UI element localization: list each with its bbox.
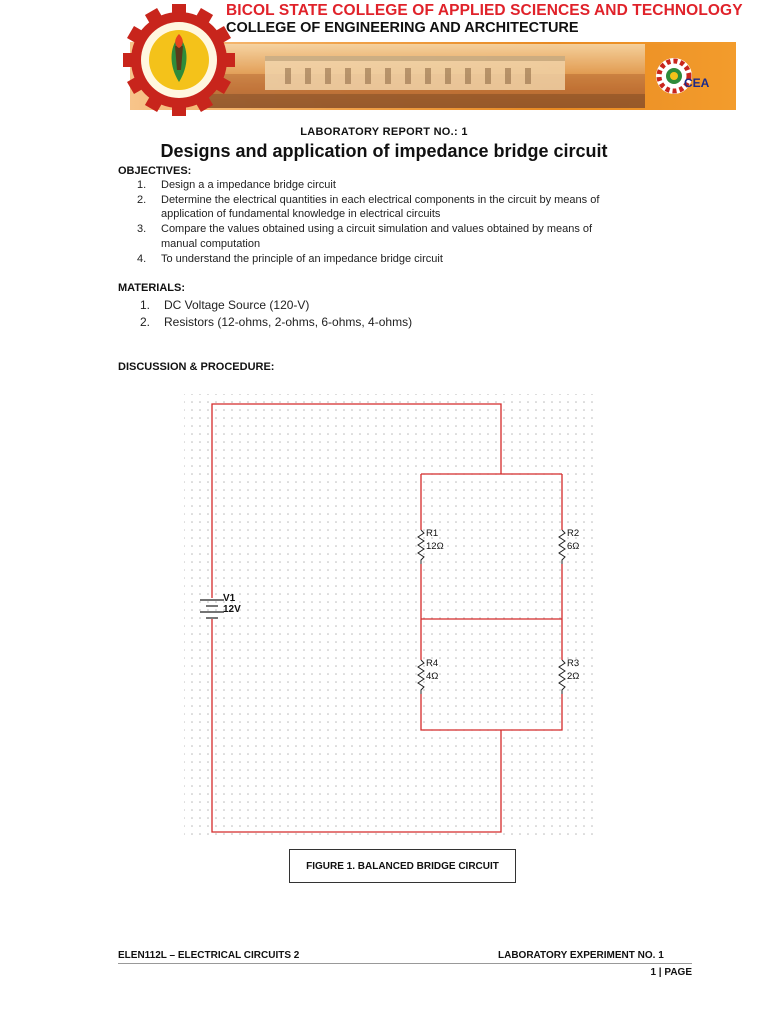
material-item: 1. DC Voltage Source (120-V) [140, 298, 310, 312]
school-name: BICOL STATE COLLEGE OF APPLIED SCIENCES AND TECHNOLOGY [226, 2, 743, 19]
resistor-value: 4Ω [426, 671, 439, 682]
resistor-name: R2 [567, 528, 580, 539]
source-value: 12V [223, 604, 241, 615]
figure-caption-box [289, 849, 516, 883]
resistor-value: 6Ω [567, 541, 580, 552]
campus-building-image [205, 44, 645, 108]
footer-divider [118, 963, 692, 964]
resistor-value: 2Ω [567, 671, 580, 682]
materials-heading: MATERIALS: [118, 282, 186, 294]
cea-logo [654, 50, 720, 104]
objective-item: 2. Determine the electrical quantities in each electrical components in the circuit by means of [137, 194, 600, 206]
school-seal [120, 0, 238, 118]
objective-item: 1. Design a a impedance bridge circuit [137, 179, 336, 191]
cea-logo-text: CEA [684, 76, 710, 90]
objective-item: 4. To understand the principle of an impedance bridge circuit [137, 253, 443, 265]
resistor-r2-label [567, 527, 579, 553]
source-name: V1 [223, 593, 236, 604]
objective-item: 3. Compare the values obtained using a circuit simulation and values obtained by means of [137, 223, 593, 235]
figure-caption: FIGURE 1. BALANCED BRIDGE CIRCUIT [306, 860, 499, 872]
campus-photo [205, 44, 645, 108]
page-number: 1 | PAGE [650, 967, 692, 978]
resistor-r4-label [426, 657, 438, 683]
resistor-r1-label [426, 527, 444, 553]
report-number: LABORATORY REPORT NO.: 1 [300, 126, 468, 138]
resistor-name: R1 [426, 528, 439, 539]
resistor-name: R3 [567, 658, 580, 669]
bridge-circuit-diagram [180, 390, 600, 840]
resistor-value: 12Ω [426, 541, 444, 552]
objective-item-continued: application of fundamental knowledge in electrical circuits [161, 208, 441, 220]
material-item: 2. Resistors (12-ohms, 2-ohms, 6-ohms, 4-ohms) [140, 315, 413, 329]
objectives-heading: OBJECTIVES: [118, 165, 192, 177]
source-label [223, 593, 241, 615]
footer-experiment: LABORATORY EXPERIMENT NO. 1 [498, 950, 664, 961]
report-title: Designs and application of impedance bridge circuit [160, 141, 608, 161]
footer-course: ELEN112L – ELECTRICAL CIRCUITS 2 [118, 950, 300, 961]
college-name: COLLEGE OF ENGINEERING AND ARCHITECTURE [226, 20, 579, 36]
discussion-heading: DISCUSSION & PROCEDURE: [118, 361, 275, 373]
resistor-name: R4 [426, 658, 439, 669]
grid-background [184, 394, 598, 838]
objective-item-continued: manual computation [161, 238, 261, 250]
resistor-r3-label [567, 657, 579, 683]
